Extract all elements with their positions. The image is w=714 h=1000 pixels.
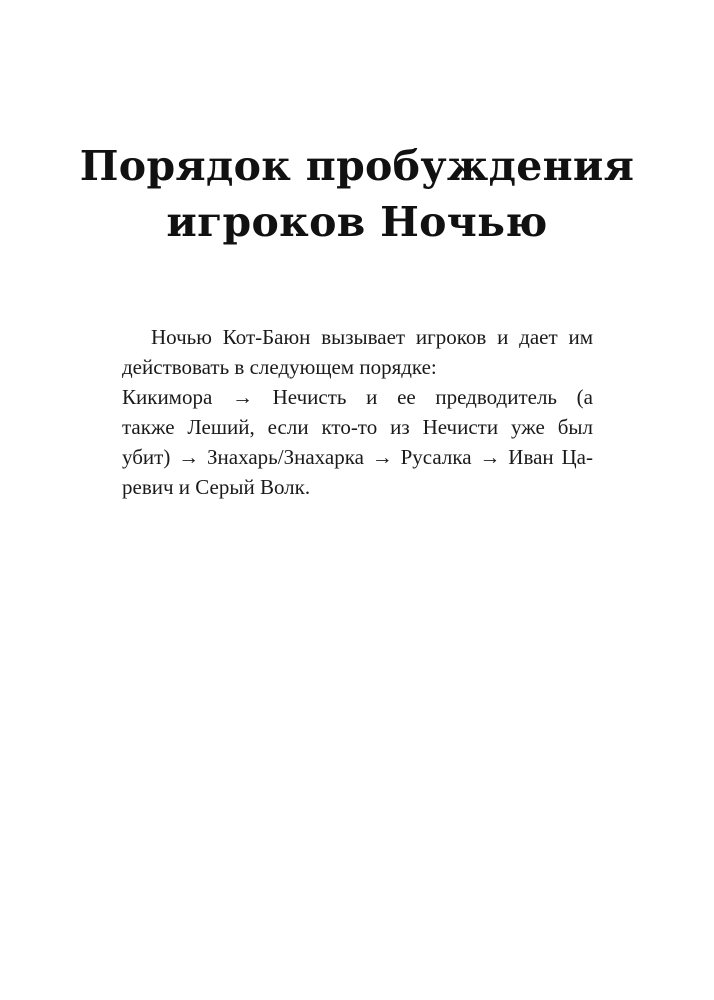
- intro-line-2: действовать в следующем порядке:: [122, 355, 437, 379]
- order-line-3: убит) → Знахарь/Знахарка → Русалка → Иван Ца-: [122, 445, 593, 469]
- section-title: [60, 138, 654, 250]
- section-title-line-1: Порядок пробуждения: [79, 142, 635, 190]
- intro-paragraph: [122, 322, 593, 382]
- intro-line-1: Ночью Кот-Баюн вызывает игроков и дает им: [151, 325, 593, 349]
- section-title-line-2: игроков Ночью: [166, 198, 548, 246]
- body-text: [122, 322, 593, 502]
- order-line-4: ревич и Серый Волк.: [122, 475, 311, 499]
- order-line-2: также Леший, если кто-то из Нечисти уже был: [122, 415, 593, 439]
- order-paragraph: [122, 382, 593, 502]
- order-line-1: Кикимора → Нечисть и ее предводитель (а: [122, 385, 593, 409]
